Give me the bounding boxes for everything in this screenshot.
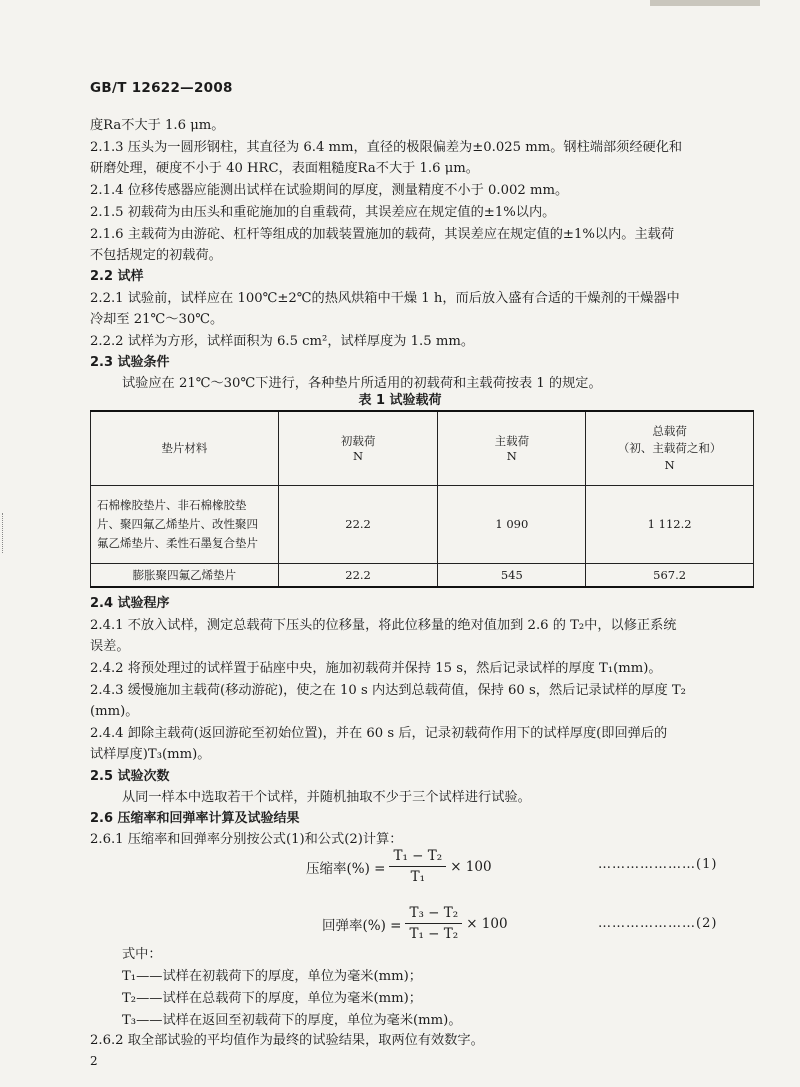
- table-row: [91, 485, 754, 563]
- binding-edge-mark: [2, 513, 7, 553]
- section-heading: 2.6 压缩率和回弹率计算及试验结果: [90, 811, 300, 826]
- clause-2-1-5: 2.1.5 初载荷为由压头和重砣施加的自重载荷，其误差应在规定值的±1%以内。: [90, 205, 556, 220]
- clause-2-4-4: 2.4.4 卸除主载荷(返回游砣至初始位置)，并在 60 s 后，记录初载荷作用下的试样厚度(即回弹后的: [90, 726, 668, 741]
- main-load-cell: 1 090: [438, 485, 586, 563]
- text-line: 从同一样本中选取若干个试样，并随机抽取不少于三个试样进行试验。: [122, 790, 531, 805]
- material-cell: 膨胀聚四氟乙烯垫片: [91, 563, 279, 587]
- standard-number-header: GB/T 12622—2008: [90, 80, 233, 96]
- total-load-cell: 567.2: [586, 563, 754, 587]
- page-number: 2: [90, 1054, 98, 1068]
- section-heading: 2.4 试验程序: [90, 596, 170, 611]
- section-heading: 2.2 试样: [90, 269, 144, 284]
- denominator: T₁: [410, 869, 426, 885]
- initial-load-cell: 22.2: [278, 485, 438, 563]
- variable-definition: T₃——试样在返回至初载荷下的厚度，单位为毫米(mm)。: [122, 1013, 462, 1028]
- variable-definition: T₁——试样在初载荷下的厚度，单位为毫米(mm)；: [122, 969, 422, 984]
- formula-rhs: × 100: [466, 915, 508, 932]
- clause-2-1-6: 2.1.6 主载荷为由游砣、杠杆等组成的加载装置施加的载荷，其误差应在规定值的±1%以内。主载荷: [90, 227, 675, 242]
- text-line: 度Ra不大于 1.6 μm。: [90, 118, 225, 133]
- formula-lhs: 压缩率(%) =: [306, 860, 386, 877]
- text-line: 冷却至 21℃～30℃。: [90, 312, 224, 327]
- header-initial-load: 初载荷 N: [278, 411, 438, 485]
- text-line: 不包括规定的初载荷。: [90, 248, 222, 263]
- text-line: 试样厚度)T₃(mm)。: [90, 747, 211, 762]
- text-line: (mm)。: [90, 704, 139, 719]
- section-heading: 2.3 试验条件: [90, 355, 170, 370]
- formula-compression: [306, 848, 492, 885]
- clause-2-4-3: 2.4.3 缓慢施加主载荷(移动游砣)，使之在 10 s 内达到总载荷值，保持 60 s，然后记录试样的厚度 T₂: [90, 683, 686, 698]
- formula-rhs: × 100: [450, 858, 492, 875]
- clause-2-2-1: 2.2.1 试验前，试样应在 100℃±2℃的热风烘箱中干燥 1 h，而后放入盛有合适的干燥剂的干燥器中: [90, 291, 680, 306]
- scan-mark: [650, 0, 760, 6]
- formula-resilience: [322, 905, 508, 942]
- total-load-cell: 1 112.2: [586, 485, 754, 563]
- numerator: T₃ − T₂: [405, 905, 462, 924]
- formula-fraction: [405, 905, 462, 942]
- text-line: 研磨处理，硬度不小于 40 HRC，表面粗糙度Ra不大于 1.6 μm。: [90, 161, 479, 176]
- formula-lhs: 回弹率(%) =: [322, 917, 402, 934]
- text-line: 试验应在 21℃～30℃下进行，各种垫片所适用的初载荷和主载荷按表 1 的规定。: [122, 376, 602, 391]
- text-line: 式中：: [122, 947, 162, 962]
- material-cell: 石棉橡胶垫片、非石棉橡胶垫 片、聚四氟乙烯垫片、改性聚四 氟乙烯垫片、柔性石墨复合垫片: [91, 485, 279, 563]
- header-material: 垫片材料: [91, 411, 279, 485]
- load-table: [90, 410, 754, 588]
- denominator: T₁ − T₂: [409, 926, 459, 942]
- text-line: 误差。: [90, 639, 130, 654]
- clause-2-4-1: 2.4.1 不放入试样，测定总载荷下压头的位移量，将此位移量的绝对值加到 2.6 的 T₂中，以修正系统: [90, 618, 677, 633]
- table-row: [91, 563, 754, 587]
- clause-2-2-2: 2.2.2 试样为方形，试样面积为 6.5 cm²，试样厚度为 1.5 mm。: [90, 334, 475, 349]
- clause-2-6-1: 2.6.1 压缩率和回弹率分别按公式(1)和公式(2)计算：: [90, 832, 403, 847]
- variable-definition: T₂——试样在总载荷下的厚度，单位为毫米(mm)；: [122, 991, 422, 1006]
- table-header-row: [91, 411, 754, 485]
- main-load-cell: 545: [438, 563, 586, 587]
- clause-2-1-4: 2.1.4 位移传感器应能测出试样在试验期间的厚度，测量精度不小于 0.002 mm。: [90, 183, 569, 198]
- initial-load-cell: 22.2: [278, 563, 438, 587]
- header-main-load: 主载荷 N: [438, 411, 586, 485]
- numerator: T₁ − T₂: [389, 848, 446, 867]
- clause-2-1-3: 2.1.3 压头为一圆形钢柱，其直径为 6.4 mm，直径的极限偏差为±0.025 mm。钢柱端部须经硬化和: [90, 140, 683, 155]
- clause-2-6-2: 2.6.2 取全部试验的平均值作为最终的试验结果，取两位有效数字。: [90, 1033, 484, 1048]
- formula-fraction: [389, 848, 446, 885]
- table-title: 表 1 试验载荷: [358, 393, 442, 408]
- clause-2-4-2: 2.4.2 将预处理过的试样置于砧座中央，施加初载荷并保持 15 s，然后记录试样的厚度 T₁(mm)。: [90, 661, 662, 676]
- equation-number: …………………(2): [598, 916, 718, 931]
- section-heading: 2.5 试验次数: [90, 769, 170, 784]
- header-total-load: 总载荷 （初、主载荷之和） N: [586, 411, 754, 485]
- equation-number: …………………(1): [598, 857, 718, 872]
